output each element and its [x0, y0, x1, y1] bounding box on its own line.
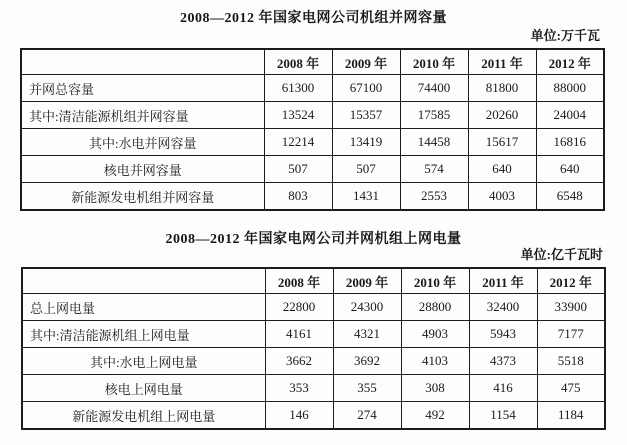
- value-cell: 20260: [468, 102, 536, 129]
- value-cell: 803: [264, 183, 332, 211]
- table-row: [22, 294, 605, 321]
- value-cell: 492: [401, 402, 469, 430]
- value-cell: 32400: [469, 294, 537, 321]
- value-cell: 1431: [332, 183, 400, 211]
- value-cell: 5943: [469, 321, 537, 348]
- electricity-header-row: [22, 268, 605, 294]
- value-cell: 22800: [265, 294, 333, 321]
- value-cell: 5518: [537, 348, 605, 375]
- table1-unit-label: 单位:万千瓦: [530, 28, 600, 43]
- row-label-cell: 其中:清洁能源机组并网容量: [21, 102, 264, 129]
- value-cell: 3662: [265, 348, 333, 375]
- value-cell: 6548: [536, 183, 604, 211]
- row-label-cell: 总上网电量: [22, 294, 265, 321]
- value-cell: 416: [469, 375, 537, 402]
- year-header-cell: 2009 年: [333, 268, 401, 294]
- value-cell: 17585: [400, 102, 468, 129]
- value-cell: 14458: [400, 129, 468, 156]
- corner-cell: [22, 268, 265, 294]
- table-row: [21, 75, 604, 102]
- year-header-cell: 2010 年: [401, 268, 469, 294]
- value-cell: 507: [332, 156, 400, 183]
- table2-unit-label: 单位:亿千瓦时: [520, 247, 603, 262]
- value-cell: 507: [264, 156, 332, 183]
- value-cell: 67100: [332, 75, 400, 102]
- value-cell: 640: [468, 156, 536, 183]
- value-cell: 4321: [333, 321, 401, 348]
- value-cell: 475: [537, 375, 605, 402]
- table-row: [22, 321, 605, 348]
- value-cell: 61300: [264, 75, 332, 102]
- value-cell: 15617: [468, 129, 536, 156]
- row-label-cell: 其中:清洁能源机组上网电量: [22, 321, 265, 348]
- row-label-cell: 其中:水电并网容量: [21, 129, 264, 156]
- table-row: [22, 402, 605, 430]
- table-row: [21, 102, 604, 129]
- value-cell: 81800: [468, 75, 536, 102]
- value-cell: 146: [265, 402, 333, 430]
- value-cell: 13419: [332, 129, 400, 156]
- table-row: [22, 348, 605, 375]
- value-cell: 1184: [537, 402, 605, 430]
- year-header-cell: 2012 年: [537, 268, 605, 294]
- row-label-cell: 核电上网电量: [22, 375, 265, 402]
- value-cell: 28800: [401, 294, 469, 321]
- row-label-cell: 其中:水电上网电量: [22, 348, 265, 375]
- year-header-cell: 2008 年: [265, 268, 333, 294]
- row-label-cell: 核电并网容量: [21, 156, 264, 183]
- value-cell: 1154: [469, 402, 537, 430]
- value-cell: 74400: [400, 75, 468, 102]
- value-cell: 16816: [536, 129, 604, 156]
- value-cell: 13524: [264, 102, 332, 129]
- table-row: [21, 129, 604, 156]
- value-cell: 3692: [333, 348, 401, 375]
- value-cell: 4003: [468, 183, 536, 211]
- year-header-cell: 2010 年: [400, 49, 468, 75]
- year-header-cell: 2008 年: [264, 49, 332, 75]
- table-row: [21, 156, 604, 183]
- year-header-cell: 2011 年: [468, 49, 536, 75]
- table-row: [21, 183, 604, 211]
- value-cell: 353: [265, 375, 333, 402]
- value-cell: 2553: [400, 183, 468, 211]
- capacity-table: [20, 48, 605, 211]
- year-header-cell: 2012 年: [536, 49, 604, 75]
- value-cell: 4373: [469, 348, 537, 375]
- value-cell: 574: [400, 156, 468, 183]
- value-cell: 4103: [401, 348, 469, 375]
- value-cell: 12214: [264, 129, 332, 156]
- value-cell: 274: [333, 402, 401, 430]
- table2-title: 2008—2012 年国家电网公司并网机组上网电量: [165, 232, 462, 247]
- table-row: [22, 375, 605, 402]
- row-label-cell: 并网总容量: [21, 75, 264, 102]
- year-header-cell: 2009 年: [332, 49, 400, 75]
- value-cell: 308: [401, 375, 469, 402]
- value-cell: 355: [333, 375, 401, 402]
- value-cell: 33900: [537, 294, 605, 321]
- electricity-table: [21, 267, 606, 430]
- year-header-cell: 2011 年: [469, 268, 537, 294]
- value-cell: 7177: [537, 321, 605, 348]
- value-cell: 24004: [536, 102, 604, 129]
- row-label-cell: 新能源发电机组上网电量: [22, 402, 265, 430]
- value-cell: 4903: [401, 321, 469, 348]
- value-cell: 15357: [332, 102, 400, 129]
- value-cell: 4161: [265, 321, 333, 348]
- capacity-header-row: [21, 49, 604, 75]
- value-cell: 88000: [536, 75, 604, 102]
- table1-title: 2008—2012 年国家电网公司机组并网容量: [180, 11, 447, 26]
- value-cell: 24300: [333, 294, 401, 321]
- value-cell: 640: [536, 156, 604, 183]
- row-label-cell: 新能源发电机组并网容量: [21, 183, 264, 211]
- corner-cell: [21, 49, 264, 75]
